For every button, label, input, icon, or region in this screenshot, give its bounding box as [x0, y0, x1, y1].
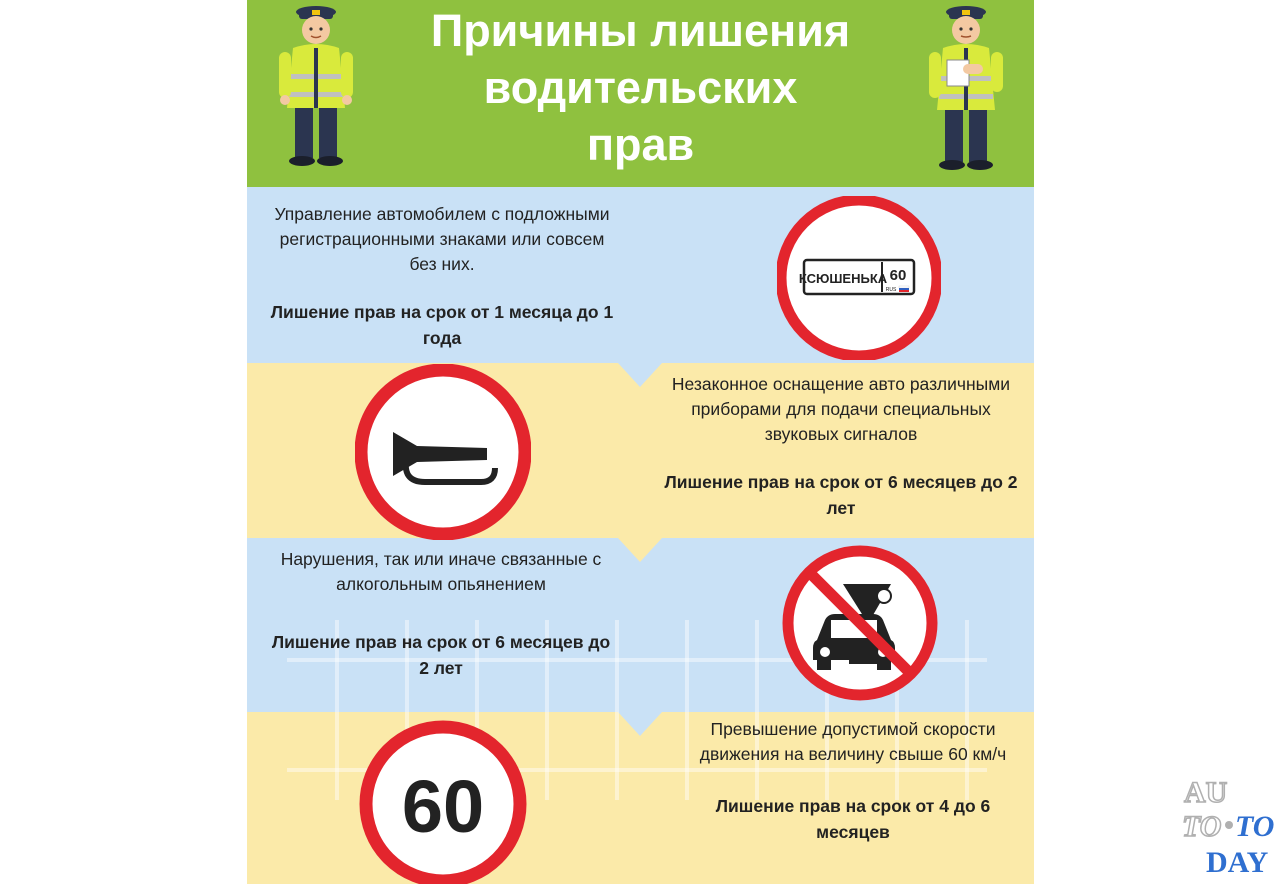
watermark-line-3: DAY [1206, 846, 1269, 879]
plate-country: RUS [885, 287, 897, 293]
item-2-penalty: Лишение прав на срок от 6 месяцев до 2 лет [664, 472, 1018, 518]
item-3-text [271, 547, 611, 681]
item-3-penalty: Лишение прав на срок от 6 месяцев до 2 лет [271, 632, 611, 678]
traffic-officer-left-illustration [275, 4, 357, 168]
horn-sign-icon [355, 364, 531, 540]
plate-region-number: 60 [889, 267, 907, 284]
item-4-penalty: Лишение прав на срок от 4 до 6 месяцев [715, 796, 991, 842]
item-4-text [683, 717, 1023, 845]
title-line-2: водительских [483, 62, 798, 113]
title-line-1: Причины лишения [430, 5, 851, 56]
item-2-text [661, 372, 1021, 521]
item-4-description: Превышение допустимой скорости движения на величину свыше 60 км/ч [699, 719, 1007, 764]
title-line-3: прав [586, 119, 695, 170]
watermark-line-1: AU [1184, 776, 1228, 809]
autotoday-watermark [1160, 774, 1280, 884]
header-banner [247, 0, 1034, 187]
speed-limit-number: 60 [401, 765, 485, 848]
no-drunk-driving-sign-icon [781, 544, 939, 702]
divider-arrow [618, 538, 662, 562]
watermark-line-2a: TO [1182, 810, 1222, 843]
divider-arrow [618, 363, 662, 387]
plate-text: КСЮШЕНЬКА [798, 271, 888, 286]
item-2-description: Незаконное оснащение авто различными приборами для подачи специальных звуковых сигналов [671, 374, 1011, 444]
traffic-officer-right-illustration [925, 4, 1007, 174]
speed-limit-sign-icon [359, 720, 527, 884]
item-1-description: Управление автомобилем с подложными регистрационными знаками или совсем без них. [274, 204, 610, 274]
watermark-line-2b: TO [1235, 810, 1275, 843]
fake-plate-sign-icon [777, 196, 941, 360]
item-1-penalty: Лишение прав на срок от 1 месяца до 1 года [270, 302, 614, 348]
infographic-poster [247, 0, 1034, 884]
autotoday-logo [1160, 774, 1280, 884]
item-3-description: Нарушения, так или иначе связанные с алкогольным опьянением [280, 549, 602, 594]
page-title [357, 2, 924, 173]
item-1-text [267, 202, 617, 351]
